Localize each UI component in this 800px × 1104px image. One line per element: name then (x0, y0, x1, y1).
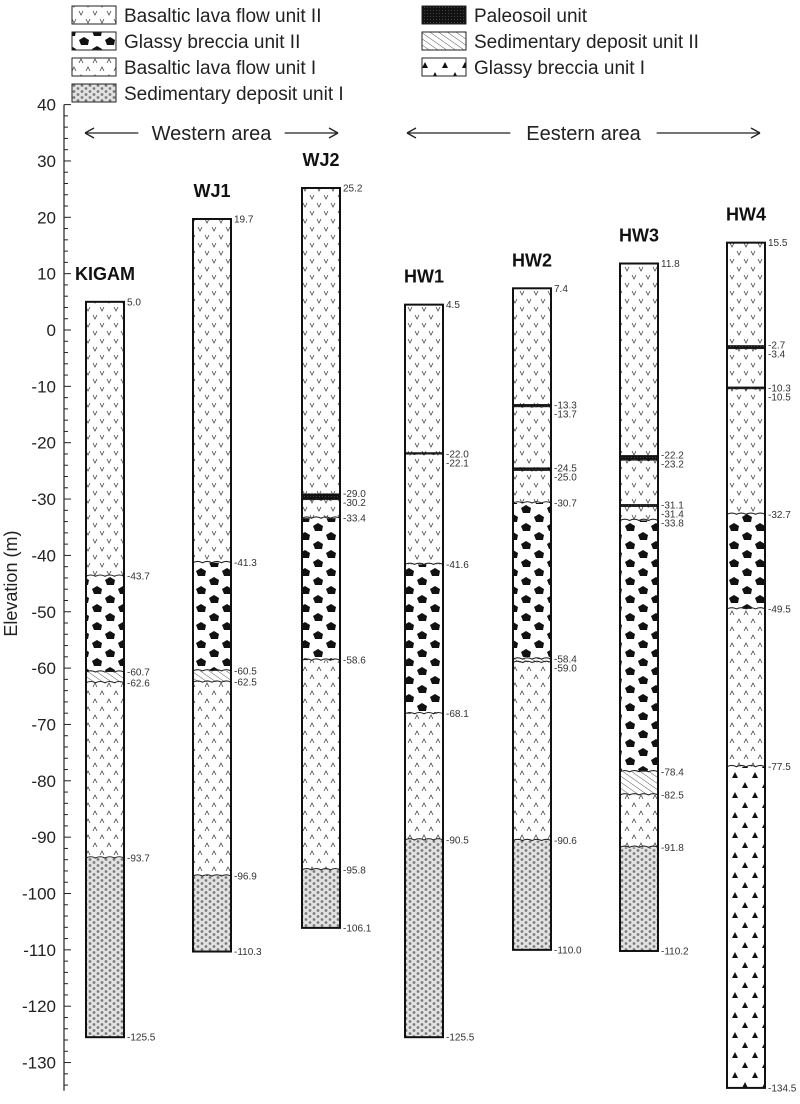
legend-label-basalt2: Basaltic lava flow unit II (124, 6, 322, 27)
depth-label: -30.2 (343, 497, 366, 509)
elevation-axis (1, 96, 71, 1091)
eastern-area-header-label: Eestern area (526, 123, 641, 145)
depth-label: -110.3 (234, 947, 262, 959)
layer-basalt2 (193, 219, 231, 563)
depth-label: -49.5 (768, 604, 791, 616)
legend-swatch-breccia2 (72, 32, 116, 50)
legend-item-breccia2 (72, 32, 300, 53)
legend-item-basalt2 (72, 6, 321, 27)
depth-label: -134.5 (768, 1083, 797, 1095)
depth-label: -31.4 (661, 509, 684, 521)
depth-label: 11.8 (661, 259, 680, 271)
layer-basalt1 (86, 683, 124, 858)
tick-label: -40 (31, 546, 56, 566)
well-name-kigam: KIGAM (75, 263, 135, 284)
layer-basalt2 (727, 349, 765, 388)
depth-label: 19.7 (234, 214, 254, 226)
legend-swatch-basalt2 (72, 6, 116, 24)
depth-label: -13.3 (554, 400, 577, 412)
layer-basalt2 (727, 243, 765, 346)
tick-label: -60 (31, 659, 56, 679)
tick-label: 20 (37, 208, 56, 228)
depth-label: -23.2 (661, 459, 684, 471)
legend-item-paleosoil (422, 6, 588, 27)
legend-swatch-breccia1 (422, 58, 466, 76)
well-hw4 (726, 205, 797, 1095)
layer-basalt2 (620, 264, 658, 456)
tick-label: -110 (23, 940, 56, 960)
depth-label: -41.3 (234, 558, 257, 570)
depth-label: -106.1 (343, 923, 372, 935)
depth-label: -25.0 (554, 472, 577, 484)
depth-label: -32.7 (768, 509, 791, 521)
layer-sed1 (513, 841, 551, 950)
eastern-area-header (407, 123, 760, 145)
depth-label: -90.5 (446, 835, 469, 847)
layer-basalt1 (302, 660, 340, 870)
tick-label: 40 (37, 95, 56, 115)
depth-label: -110.2 (661, 946, 689, 958)
tick-label: -90 (31, 828, 56, 848)
layer-basalt2 (405, 305, 443, 454)
layer-basalt1 (193, 682, 231, 876)
depth-label: 5.0 (127, 297, 141, 309)
well-name-hw3: HW3 (619, 225, 659, 246)
depth-label: -22.1 (446, 458, 469, 470)
layer-basalt2 (620, 461, 658, 506)
legend-label-paleosoil: Paleosoil unit (474, 6, 588, 27)
legend-item-breccia1 (422, 58, 645, 79)
layer-sed1 (405, 840, 443, 1037)
depth-label: -33.8 (661, 518, 684, 530)
legend-swatch-sed1 (72, 84, 116, 102)
legend-label-breccia1: Glassy breccia unit I (474, 58, 646, 79)
depth-label: -62.6 (127, 678, 150, 690)
layer-basalt2 (302, 188, 340, 493)
layer-basalt2 (727, 389, 765, 514)
depth-label: -82.5 (661, 790, 684, 802)
legend-item-sed2 (422, 32, 699, 53)
depth-label: -93.7 (127, 853, 150, 865)
legend-swatch-paleosoil (422, 6, 466, 24)
depth-label: -125.5 (446, 1032, 475, 1044)
tick-label: -80 (31, 771, 56, 791)
depth-label: -58.6 (343, 655, 366, 667)
depth-label: -60.7 (127, 667, 150, 679)
depth-label: -59.0 (554, 663, 577, 675)
layer-basalt2 (513, 407, 551, 468)
area-headers (85, 123, 760, 145)
depth-label: -22.0 (446, 449, 469, 461)
layer-sed1 (86, 858, 124, 1037)
well-name-wj1: WJ1 (193, 180, 231, 201)
western-area-header-label: Western area (151, 123, 272, 145)
layer-basalt1 (513, 662, 551, 840)
well-columns (75, 150, 797, 1094)
depth-label: -10.3 (768, 383, 791, 395)
layer-breccia2 (193, 563, 231, 671)
layer-basalt2 (513, 471, 551, 503)
depth-label: 25.2 (343, 183, 363, 195)
depth-label: -29.0 (343, 488, 366, 500)
depth-label: -3.4 (768, 349, 786, 361)
depth-label: -24.5 (554, 463, 577, 475)
layer-breccia2 (302, 518, 340, 660)
well-hw3 (619, 226, 689, 958)
layer-basalt1 (405, 714, 443, 840)
layer-sed2 (620, 772, 658, 795)
legend-label-breccia2: Glassy breccia unit II (124, 32, 301, 53)
depth-label: -110.0 (554, 945, 582, 957)
depth-label: -31.1 (661, 500, 684, 512)
well-name-hw1: HW1 (404, 266, 444, 287)
layer-breccia2 (727, 514, 765, 609)
well-name-hw4: HW4 (726, 204, 766, 225)
layer-basalt2 (302, 500, 340, 518)
tick-label: -70 (31, 715, 56, 735)
legend-label-sed1: Sedimentary deposit unit I (124, 84, 344, 105)
well-hw2 (512, 250, 582, 956)
layer-breccia2 (620, 520, 658, 771)
tick-label: 10 (37, 264, 56, 284)
depth-label: 15.5 (768, 238, 788, 250)
tick-label: -50 (31, 602, 56, 622)
well-wj1 (193, 181, 262, 958)
layer-sed1 (302, 870, 340, 928)
depth-label: -41.6 (446, 559, 469, 571)
layer-basalt2 (86, 302, 124, 576)
depth-label: -91.8 (661, 842, 684, 854)
depth-label: 4.5 (446, 300, 460, 312)
depth-label: -78.4 (661, 767, 684, 779)
layer-basalt2 (620, 507, 658, 521)
depth-label: 7.4 (554, 283, 568, 295)
depth-label: -22.2 (661, 450, 684, 462)
depth-label: -96.9 (234, 871, 257, 883)
depth-label: -90.6 (554, 836, 577, 848)
layer-basalt2 (405, 455, 443, 565)
layer-sed1 (620, 847, 658, 951)
tick-label: -130 (21, 1053, 56, 1073)
layer-breccia2 (513, 503, 551, 659)
depth-label: -13.7 (554, 409, 577, 421)
layer-basalt2 (513, 288, 551, 405)
layer-breccia2 (405, 564, 443, 713)
layer-basalt1 (620, 795, 658, 847)
legend-swatch-basalt1 (72, 58, 116, 76)
well-kigam (75, 264, 156, 1044)
tick-label: 0 (46, 321, 56, 340)
western-area-header (85, 123, 338, 145)
well-name-hw2: HW2 (512, 250, 552, 271)
well-hw1 (404, 267, 475, 1044)
axis-title: Elevation (m) (1, 530, 21, 637)
tick-label: -120 (21, 997, 56, 1017)
tick-label: -10 (31, 377, 56, 397)
depth-label: -58.4 (554, 654, 577, 666)
depth-label: -95.8 (343, 865, 366, 877)
depth-label: -33.4 (343, 513, 366, 525)
depth-label: -43.7 (127, 571, 150, 583)
depth-label: -68.1 (446, 709, 469, 721)
legend-item-sed1 (72, 84, 344, 105)
depth-label: -60.5 (234, 666, 257, 678)
depth-label: -10.5 (768, 392, 791, 404)
layer-sed1 (193, 876, 231, 952)
tick-label: -30 (31, 490, 56, 510)
depth-label: -77.5 (768, 762, 791, 774)
tick-label: -100 (21, 884, 56, 904)
tick-label: 30 (37, 151, 56, 171)
well-wj2 (302, 150, 372, 934)
well-name-wj2: WJ2 (302, 149, 340, 170)
legend (72, 6, 699, 105)
legend-item-basalt1 (72, 58, 316, 79)
tick-label: -20 (31, 433, 56, 453)
depth-label: -62.5 (234, 677, 257, 689)
layer-basalt1 (727, 609, 765, 767)
layer-breccia2 (86, 576, 124, 672)
legend-swatch-sed2 (422, 32, 466, 50)
depth-label: -125.5 (127, 1032, 156, 1044)
layer-breccia1 (727, 767, 765, 1088)
legend-label-basalt1: Basaltic lava flow unit I (124, 58, 317, 79)
depth-label: -30.7 (554, 498, 577, 510)
depth-label: -2.7 (768, 340, 786, 352)
legend-label-sed2: Sedimentary deposit unit II (474, 32, 699, 53)
